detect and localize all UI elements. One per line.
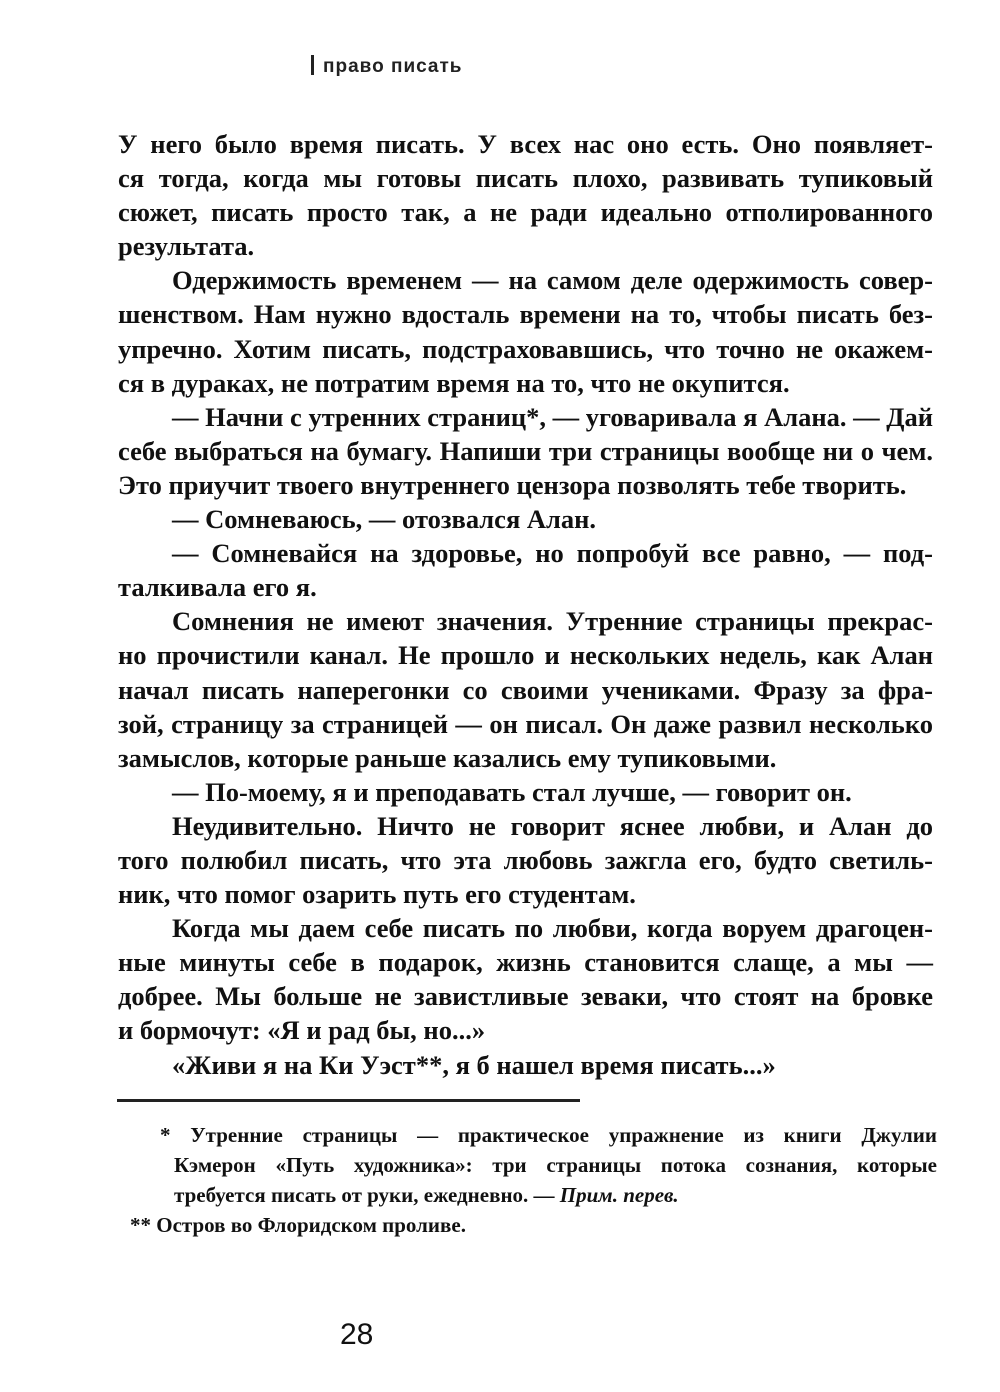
text-line: Неудивительно. Ничто не говорит яснее любви, и Алан до bbox=[172, 810, 933, 841]
body-text bbox=[118, 127, 933, 1082]
text-line: ник, что помог озарить путь его студентам. bbox=[118, 879, 636, 910]
running-header bbox=[311, 55, 462, 78]
text-line: Это приучит твоего внутреннего цензора позволять тебе творить. bbox=[118, 469, 907, 500]
running-title: право писать bbox=[323, 56, 463, 77]
text-line: упречно. Хотим писать, подстраховавшись, что точно не окажем- bbox=[118, 333, 933, 364]
footnote-line: ** Остров во Флоридском проливе. bbox=[130, 1213, 466, 1237]
text-line: У него было время писать. У всех нас оно есть. Оно появляет- bbox=[118, 129, 933, 159]
text-line: — Сомневаюсь, — отозвался Алан. bbox=[172, 504, 597, 535]
footnote-line bbox=[160, 1180, 937, 1210]
footnote-text: требуется писать от руки, ежедневно. — bbox=[174, 1183, 560, 1207]
text-line: начал писать наперегонки со своими учениками. Фразу за фра- bbox=[118, 674, 933, 705]
text-line: Одержимость временем — на самом деле одержимость совер- bbox=[172, 265, 933, 296]
text-line: — Начни с утренних страниц*, — уговаривала я Алана. — Дай bbox=[172, 401, 933, 432]
footnote-separator bbox=[117, 1099, 580, 1102]
text-line: ся в дураках, не потратим время на то, что не окупится. bbox=[118, 367, 790, 398]
text-line: но прочистили канал. Не прошло и нескольких недель, как Алан bbox=[118, 640, 933, 671]
text-line: Сомнения не имеют значения. Утренние страницы прекрас- bbox=[172, 606, 933, 637]
text-line: ные минуты себе в подарок, жизнь становится слаще, а мы — bbox=[118, 947, 933, 978]
footnote-line: * Утренние страницы — практическое упражнение из книги Джулии bbox=[160, 1123, 937, 1147]
text-line: и бормочут: «Я и рад бы, но...» bbox=[118, 1015, 486, 1046]
text-line: зой, страницу за страницей — он писал. Он даже развил несколько bbox=[118, 708, 933, 739]
text-line: замыслов, которые раньше казались ему тупиковыми. bbox=[118, 742, 777, 773]
text-line: — По-моему, я и преподавать стал лучше, — говорит он. bbox=[172, 776, 852, 807]
text-line: «Живи я на Ки Уэст**, я б нашел время писать...» bbox=[172, 1049, 776, 1080]
text-line: того полюбил писать, что эта любовь зажгла его, будто светиль- bbox=[118, 844, 933, 875]
text-line: талкивала его я. bbox=[118, 572, 317, 603]
translator-note: Прим. перев. bbox=[559, 1183, 679, 1207]
text-line: шенством. Нам нужно вдосталь времени на то, чтобы писать без- bbox=[118, 299, 933, 330]
header-rule bbox=[311, 55, 314, 75]
text-line: Когда мы даем себе писать по любви, когда воруем драгоцен- bbox=[172, 913, 933, 944]
page-number: 28 bbox=[340, 1318, 374, 1351]
text-line: себе выбраться на бумагу. Напиши три страницы вообще ни о чем. bbox=[118, 435, 933, 466]
text-line: сюжет, писать просто так, а не ради идеально отполированного bbox=[118, 197, 933, 228]
text-line: результата. bbox=[118, 231, 255, 262]
footnote-line: Кэмерон «Путь художника»: три страницы потока сознания, которые bbox=[174, 1153, 937, 1177]
text-line: добрее. Мы больше не завистливые зеваки, что стоят на бровке bbox=[118, 981, 933, 1012]
text-line: — Сомневайся на здоровье, но попробуй все равно, — под- bbox=[172, 538, 933, 569]
footnotes bbox=[130, 1120, 937, 1240]
text-line: ся тогда, когда мы готовы писать плохо, развивать тупиковый bbox=[118, 163, 933, 194]
